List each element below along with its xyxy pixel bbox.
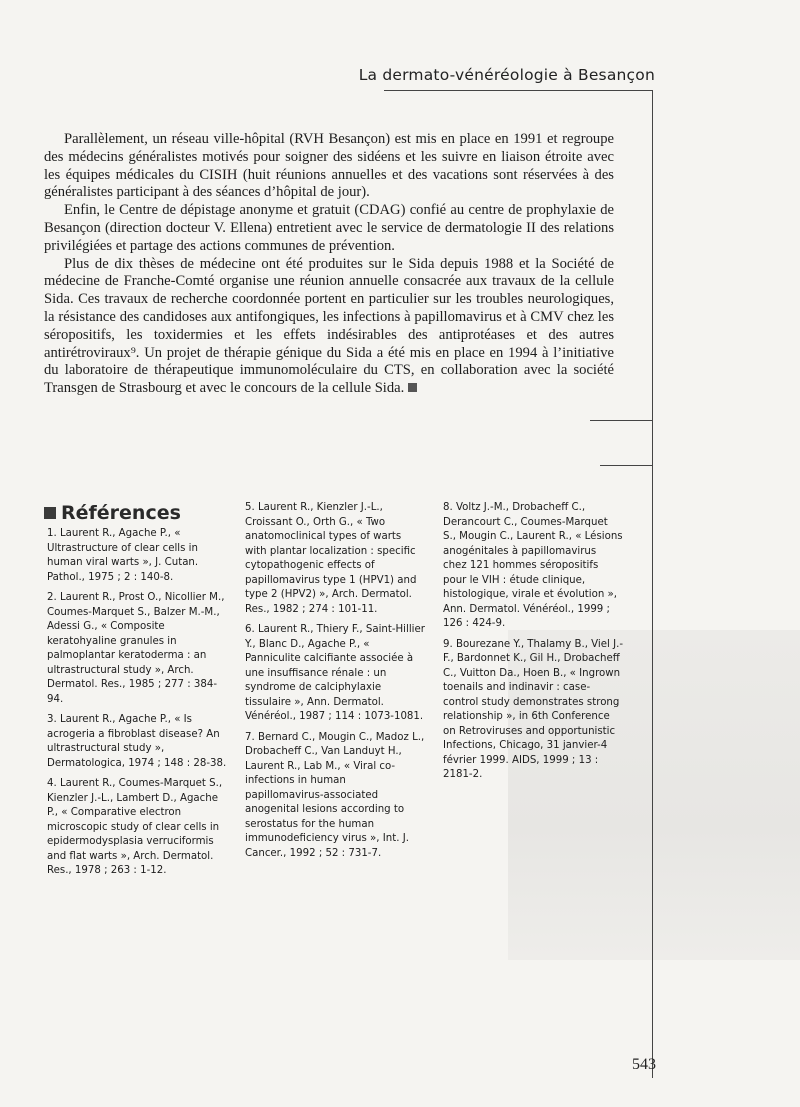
running-title: La dermato-vénéréologie à Besançon — [358, 66, 655, 84]
margin-rule — [652, 90, 653, 1078]
margin-tick — [590, 420, 653, 421]
references-column-2 — [245, 501, 425, 867]
reference-item: 9. Bourezane Y., Thalamy B., Viel J.-F., Bardonnet K., Gil H., Drobacheff C., Vuitton Da., Hoen B., « Ingrown toenails and indinavir : case-control study demonstrates strong relationship », in 6th Conference on Retroviruses and opportunistic Infections, Chicago, 31 janvier-4 février 1999. AIDS, 1999 ; 13 : 2181-2. — [443, 638, 624, 780]
references-title: Références — [61, 502, 181, 524]
end-of-article-square-icon — [408, 383, 417, 392]
reference-item: 2. Laurent R., Prost O., Nicollier M., Coumes-Marquet S., Balzer M.-M., Adessi G., « Composite keratohyaline granules in palmoplantar keratoderma : an ultrastructural study », Arch. Dermatol. Res., 1985 ; 277 : 384-94. — [47, 592, 225, 705]
square-bullet-icon — [44, 507, 56, 519]
body-text — [44, 131, 614, 398]
reference-item: 3. Laurent R., Agache P., « Is acrogeria a fibroblast disease? An ultrastructural study », Dermatologica, 1974 ; 148 : 28-38. — [47, 714, 227, 769]
reference-item: 8. Voltz J.-M., Drobacheff C., Derancourt C., Coumes-Marquet S., Mougin C., Laurent R., « Lésions anogénitales à papillomavirus chez 121 hommes séropositifs pour le VIH : étude clinique, histologique, virale et évolution », Ann. Dermatol. Vénéréol., 1999 ; 126 : 424-9. — [443, 502, 623, 629]
paragraph: Parallèlement, un réseau ville-hôpital (RVH Besançon) est mis en place en 1991 et regroupe des médecins généralistes motivés pour soigner des sidéens et les suivre en liaison étroite avec les équipes médicales du CISIH (huit réunions annuelles et des vacations sont réservées à des généralistes participant à des séances d’hôpital de jour). — [44, 131, 614, 201]
reference-item: 5. Laurent R., Kienzler J.-L., Croissant O., Orth G., « Two anatomoclinical types of warts with plantar localization : specific cytopathogenic effects of papillomavirus type 1 (HPV1) and type 2 (HPV2) », Arch. Dermatol. Res., 1982 ; 274 : 101-11. — [245, 502, 417, 615]
reference-item: 6. Laurent R., Thiery F., Saint-Hillier Y., Blanc D., Agache P., « Panniculite calcifiante associée à une insuffisance rénale : un syndrome de calciphylaxie tissulaire », Ann. Dermatol. Vénéréol., 1987 ; 114 : 1073-1081. — [245, 624, 425, 722]
page-number: 543 — [632, 1056, 656, 1073]
reference-item: 1. Laurent R., Agache P., « Ultrastructure of clear cells in human viral warts », J. Cutan. Pathol., 1975 ; 2 : 140-8. — [47, 528, 199, 583]
references-heading — [44, 502, 181, 524]
paragraph — [44, 256, 614, 398]
reference-item: 7. Bernard C., Mougin C., Madoz L., Drobacheff C., Van Landuyt H., Laurent R., Lab M., « Viral co-infections in human papillomavirus-associated anogenital lesions according to serostatus for the human immunodeficiency virus », Int. J. Cancer., 1992 ; 52 : 731-7. — [245, 731, 425, 859]
reference-item: 4. Laurent R., Coumes-Marquet S., Kienzler J.-L., Lambert D., Agache P., « Comparative electron microscopic study of clear cells in epidermodysplasia verruciformis and flat warts », Arch. Dermatol. Res., 1978 ; 263 : 1-12. — [47, 778, 223, 876]
paragraph-text: Plus de dix thèses de médecine ont été produites sur le Sida depuis 1988 et la Société de médecine de Franche-Comté organise une réunion annuelle consacrée aux travaux de la cellule Sida. Ces travaux de recherche coordonnée portent en particulier sur les troubles neurologiques, la résistance des candidoses aux antifongiques, les infections à papillomavirus et à CMV chez les séropositifs, les toxidermies et les effets indésirables des antiprotéases et des autres antirétroviraux⁹. Un projet de thérapie génique du Sida a été mis en place en 1994 à l’initiative du laboratoire de thérapeutique immunomoléculaire du CTS, en collaboration avec la société Transgen de Strasbourg et avec le concours de la cellule Sida. — [44, 255, 614, 397]
references-column-1 — [47, 527, 227, 885]
paragraph: Enfin, le Centre de dépistage anonyme et gratuit (CDAG) confié au centre de prophylaxie de Besançon (direction docteur V. Ellena) entretient avec le service de dermatologie II des relations privilégiées et partage des actions communes de prévention. — [44, 202, 614, 254]
header-rule — [384, 90, 652, 91]
margin-tick — [600, 465, 653, 466]
references-column-3 — [443, 501, 623, 789]
